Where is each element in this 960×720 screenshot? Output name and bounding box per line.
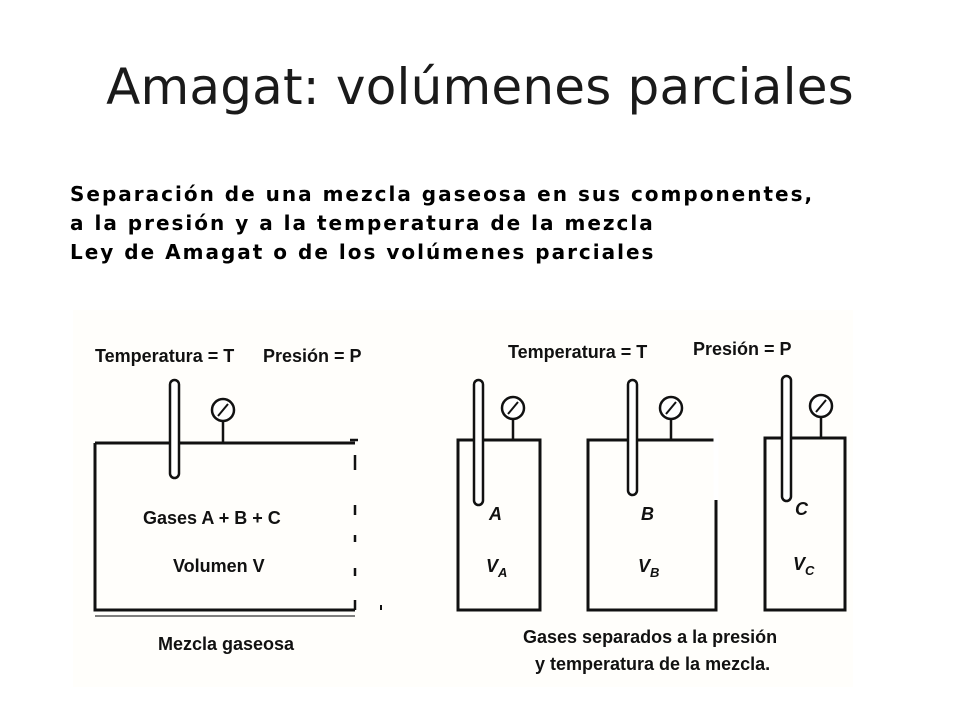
separated-caption-line-1: Gases separados a la presión <box>523 627 778 647</box>
left-temperature-label: Temperatura = T <box>95 346 235 366</box>
container-right-wall <box>350 440 358 610</box>
left-pressure-label: Presión = P <box>263 346 362 366</box>
thermometer-c-icon <box>782 376 791 501</box>
right-temperature-label: Temperatura = T <box>508 342 648 362</box>
container-c <box>765 376 845 610</box>
container-a <box>458 380 540 610</box>
amagat-diagram <box>73 310 853 687</box>
container-b <box>588 380 716 610</box>
thermometer-a-icon <box>474 380 483 505</box>
mixture-caption: Mezcla gaseosa <box>158 634 295 654</box>
volume-a-label: $V_A$ <box>486 556 508 580</box>
separated-panel <box>458 339 845 674</box>
volume-b-label: $V_B$ <box>638 556 660 580</box>
separated-caption-line-2: y temperatura de la mezcla. <box>535 654 771 674</box>
mixture-panel <box>95 346 381 654</box>
description-line-1: Separación de una mezcla gaseosa en sus componentes, <box>70 182 815 206</box>
left-thermometer-icon <box>170 380 179 478</box>
diagram-svg <box>73 310 853 687</box>
gases-label: Gases A + B + C <box>143 508 281 528</box>
gas-a-label: A <box>489 504 502 524</box>
description-block <box>70 180 890 267</box>
slide-title: Amagat: volúmenes parciales <box>106 58 854 116</box>
gas-b-label: B <box>641 504 654 524</box>
description-line-3: Ley de Amagat o de los volúmenes parciales <box>70 240 656 264</box>
volume-label: Volumen V <box>173 556 265 576</box>
description-line-2: a la presión y a la temperatura de la mezcla <box>70 211 655 235</box>
gas-c-label: C <box>795 499 808 519</box>
thermometer-b-icon <box>628 380 637 495</box>
right-pressure-label: Presión = P <box>693 339 792 359</box>
volume-c-label: $V_C$ <box>793 554 815 578</box>
